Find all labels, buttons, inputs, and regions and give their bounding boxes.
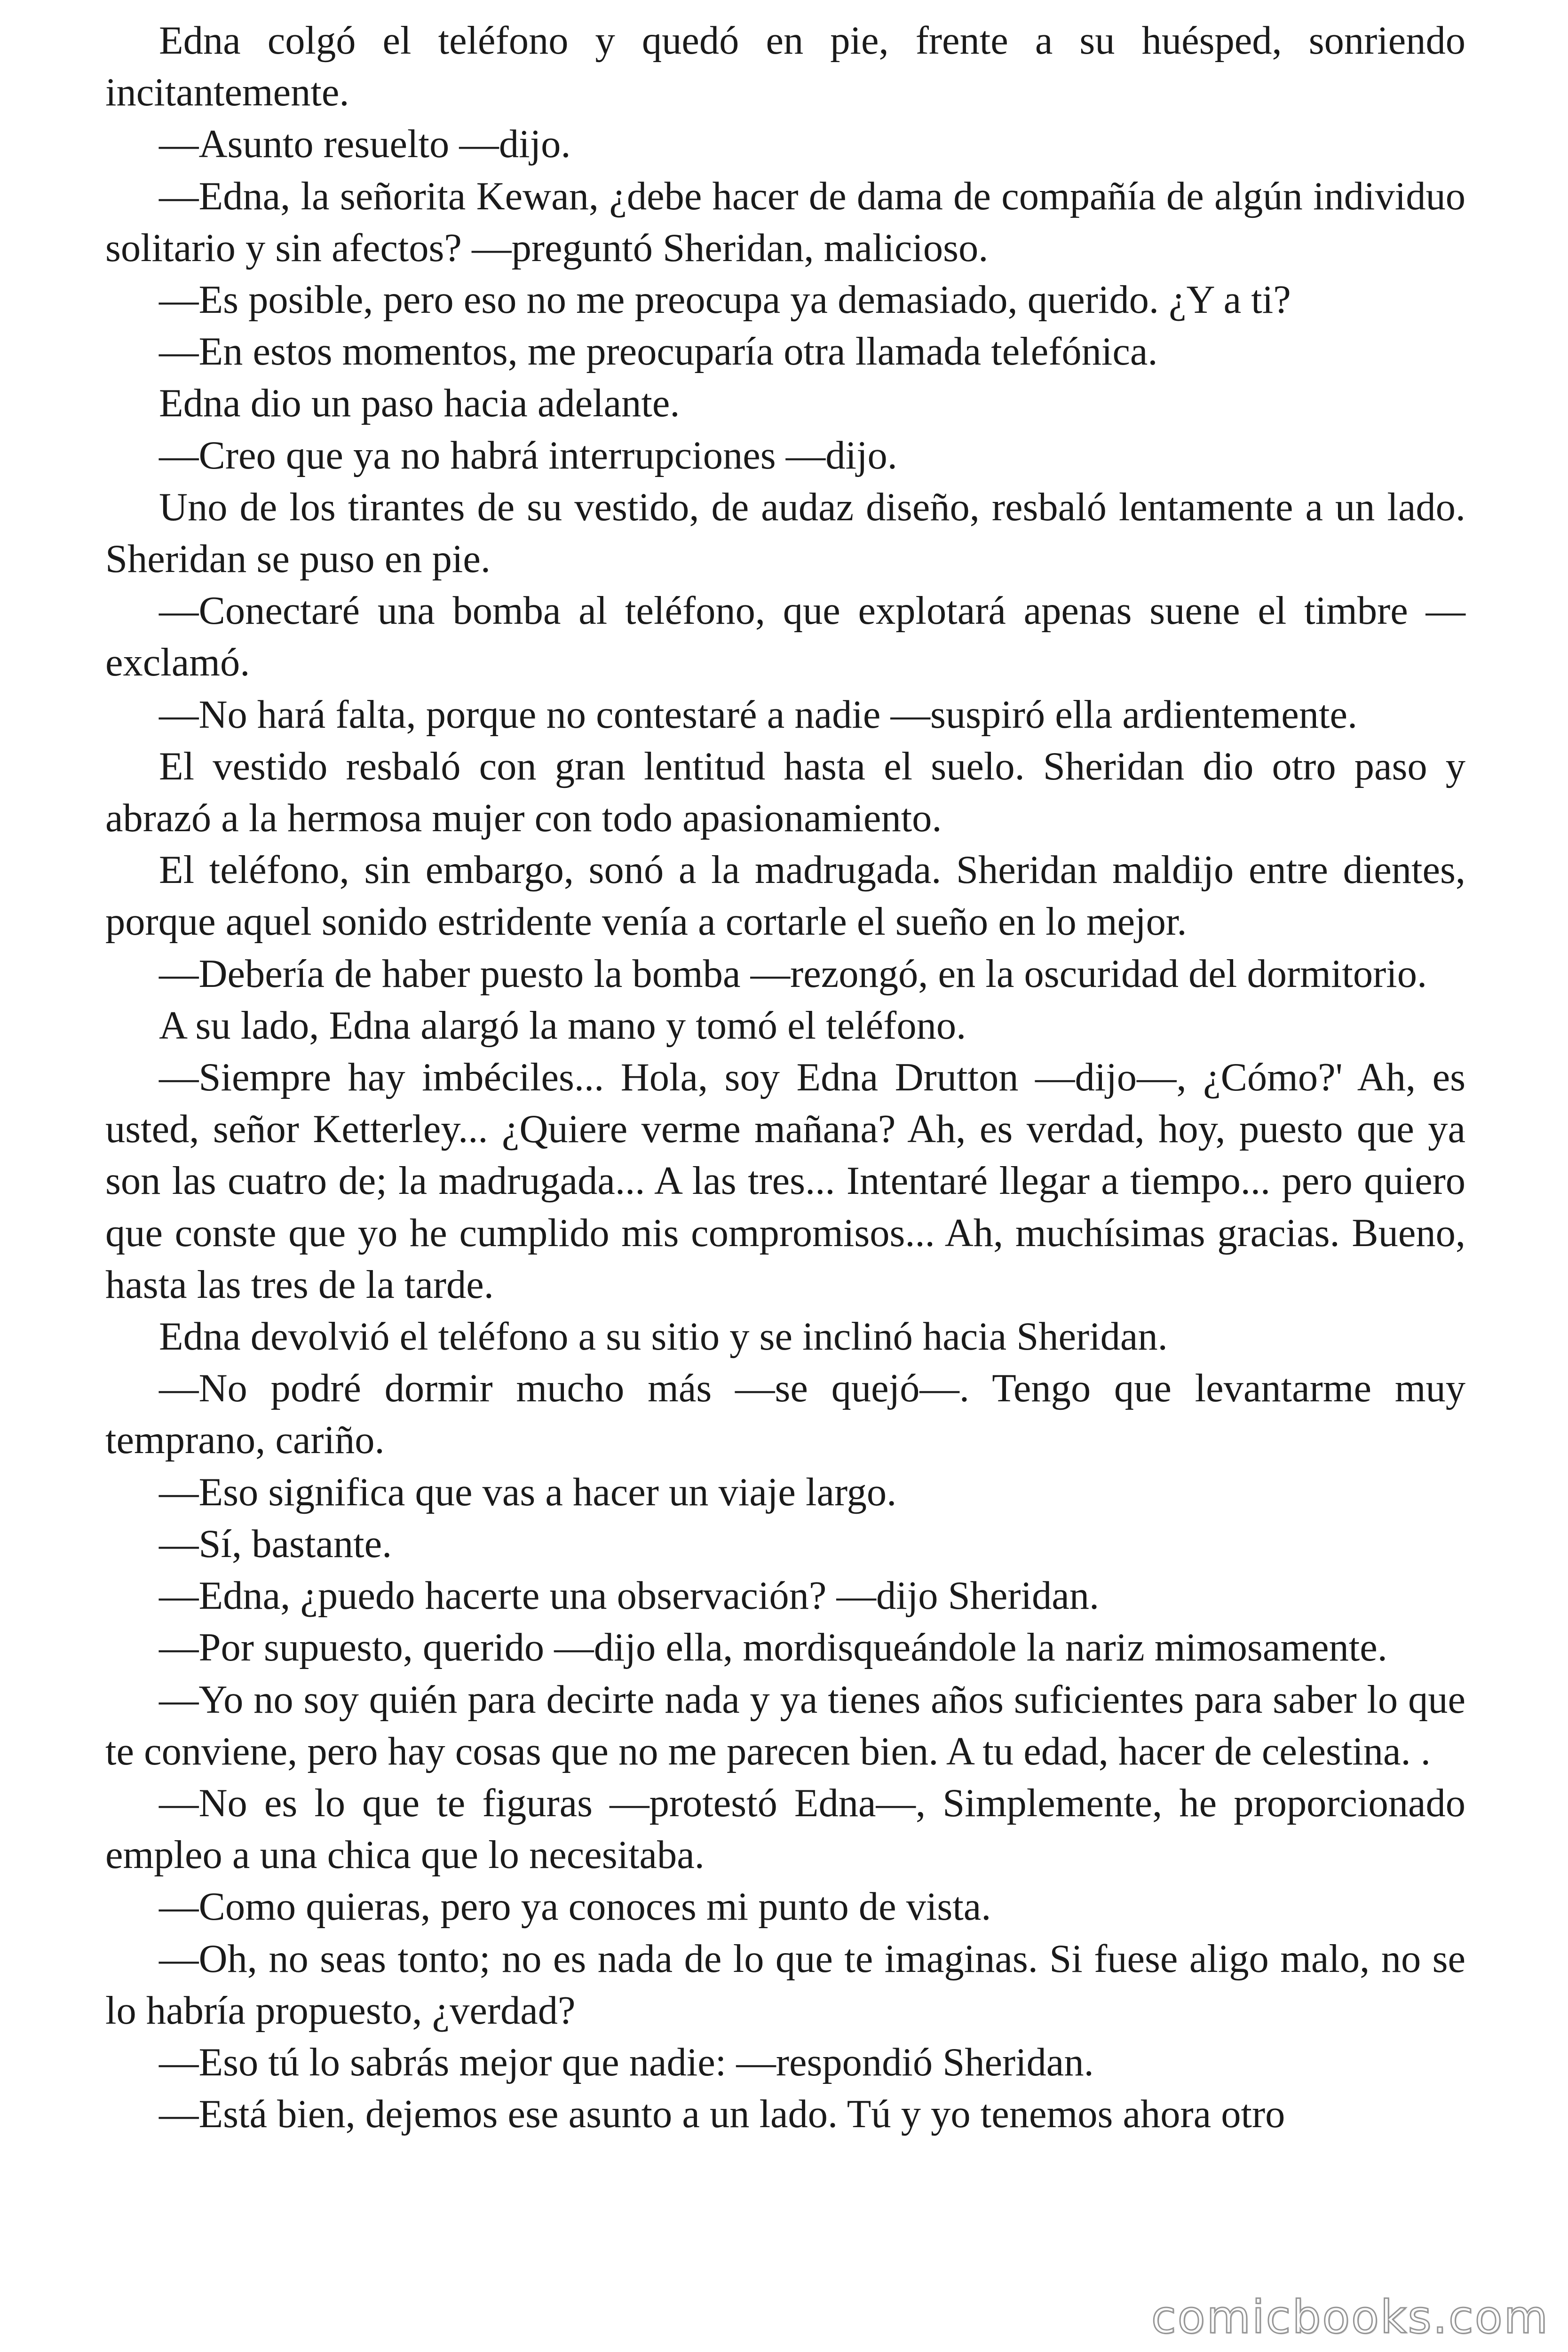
paragraph: —Oh, no seas tonto; no es nada de lo que te imaginas. Si fuese aligo malo, no se lo habría propuesto, ¿verdad? [105, 1937, 1465, 2033]
paragraph: Uno de los tirantes de su vestido, de audaz diseño, resbaló lentamente a un lado. Sheridan se puso en pie. [105, 485, 1465, 581]
paragraph: —En estos momentos, me preocuparía otra llamada telefónica. [159, 330, 1158, 374]
paragraph: —No podré dormir mucho más —se quejó—. Tengo que levantarme muy temprano, cariño. [105, 1367, 1465, 1462]
paragraph: Edna devolvió el teléfono a su sitio y se inclinó hacia Sheridan. [159, 1315, 1168, 1359]
paragraph: —Asunto resuelto —dijo. [159, 122, 571, 167]
paragraph: El vestido resbaló con gran lentitud hasta el suelo. Sheridan dio otro paso y abrazó a la hermosa mujer con todo apasionamiento. [105, 744, 1465, 841]
paragraph: —Yo no soy quién para decirte nada y ya tienes años suficientes para saber lo que te conviene, pero hay cosas que no me parecen bien. A tu edad, hacer de celestina. . [105, 1677, 1465, 1773]
paragraph: —Eso significa que vas a hacer un viaje largo. [159, 1470, 897, 1514]
paragraph: —Edna, la señorita Kewan, ¿debe hacer de dama de compañía de algún individuo solitario y sin afectos? —preguntó Sheridan, malicioso. [105, 174, 1465, 270]
paragraph: —Sí, bastante. [159, 1522, 392, 1566]
paragraph: Edna dio un paso hacia adelante. [159, 381, 680, 426]
paragraph: —Siempre hay imbéciles... Hola, soy Edna Drutton —dijo—, ¿Cómo?' Ah, es usted, señor Ketterley... ¿Quiere verme mañana? Ah, es verdad, hoy, puesto que ya son las cuatro de; la madrugada... A las tres... Intentaré llegar a tiempo... pero quiero que conste que yo he cumplido mis compromisos... Ah, muchísimas gracias. Bueno, hasta las tres de la tarde. [105, 1056, 1465, 1307]
paragraph: —Es posible, pero eso no me preocupa ya demasiado, querido. ¿Y a ti? [159, 278, 1291, 322]
paragraph: —Creo que ya no habrá interrupciones —dijo. [159, 433, 897, 477]
paragraph: A su lado, Edna alargó la mano y tomó el teléfono. [159, 1003, 966, 1048]
watermark-logo: comicbooks.com [1151, 2291, 1549, 2344]
paragraph: El teléfono, sin embargo, sonó a la madrugada. Sheridan maldijo entre dientes, porque aquel sonido estridente venía a cortarle el sueño en lo mejor. [105, 848, 1465, 944]
paragraph: —No es lo que te figuras —protestó Edna—, Simplemente, he proporcionado empleo a una chica que lo necesitaba. [105, 1781, 1465, 1877]
paragraph: —Conectaré una bomba al teléfono, que explotará apenas suene el timbre —exclamó. [105, 589, 1465, 685]
paragraph: —Está bien, dejemos ese asunto a un lado. Tú y yo tenemos ahora otro [159, 2092, 1285, 2137]
paragraph: —Por supuesto, querido —dijo ella, mordisqueándole la nariz mimosamente. [159, 1626, 1387, 1670]
paragraph: Edna colgó el teléfono y quedó en pie, frente a su huésped, sonriendo incitantemente. [105, 19, 1465, 115]
paragraph: —Como quieras, pero ya conoces mi punto de vista. [159, 1885, 991, 1929]
paragraph: —Edna, ¿puedo hacerte una observación? —dijo Sheridan. [159, 1574, 1100, 1618]
paragraph: —No hará falta, porque no contestaré a nadie —suspiró ella ardientemente. [159, 692, 1358, 737]
book-page-text [105, 15, 1465, 2140]
paragraph: —Debería de haber puesto la bomba —rezongó, en la oscuridad del dormitorio. [159, 952, 1427, 996]
paragraph: —Eso tú lo sabrás mejor que nadie: —respondió Sheridan. [159, 2040, 1094, 2084]
